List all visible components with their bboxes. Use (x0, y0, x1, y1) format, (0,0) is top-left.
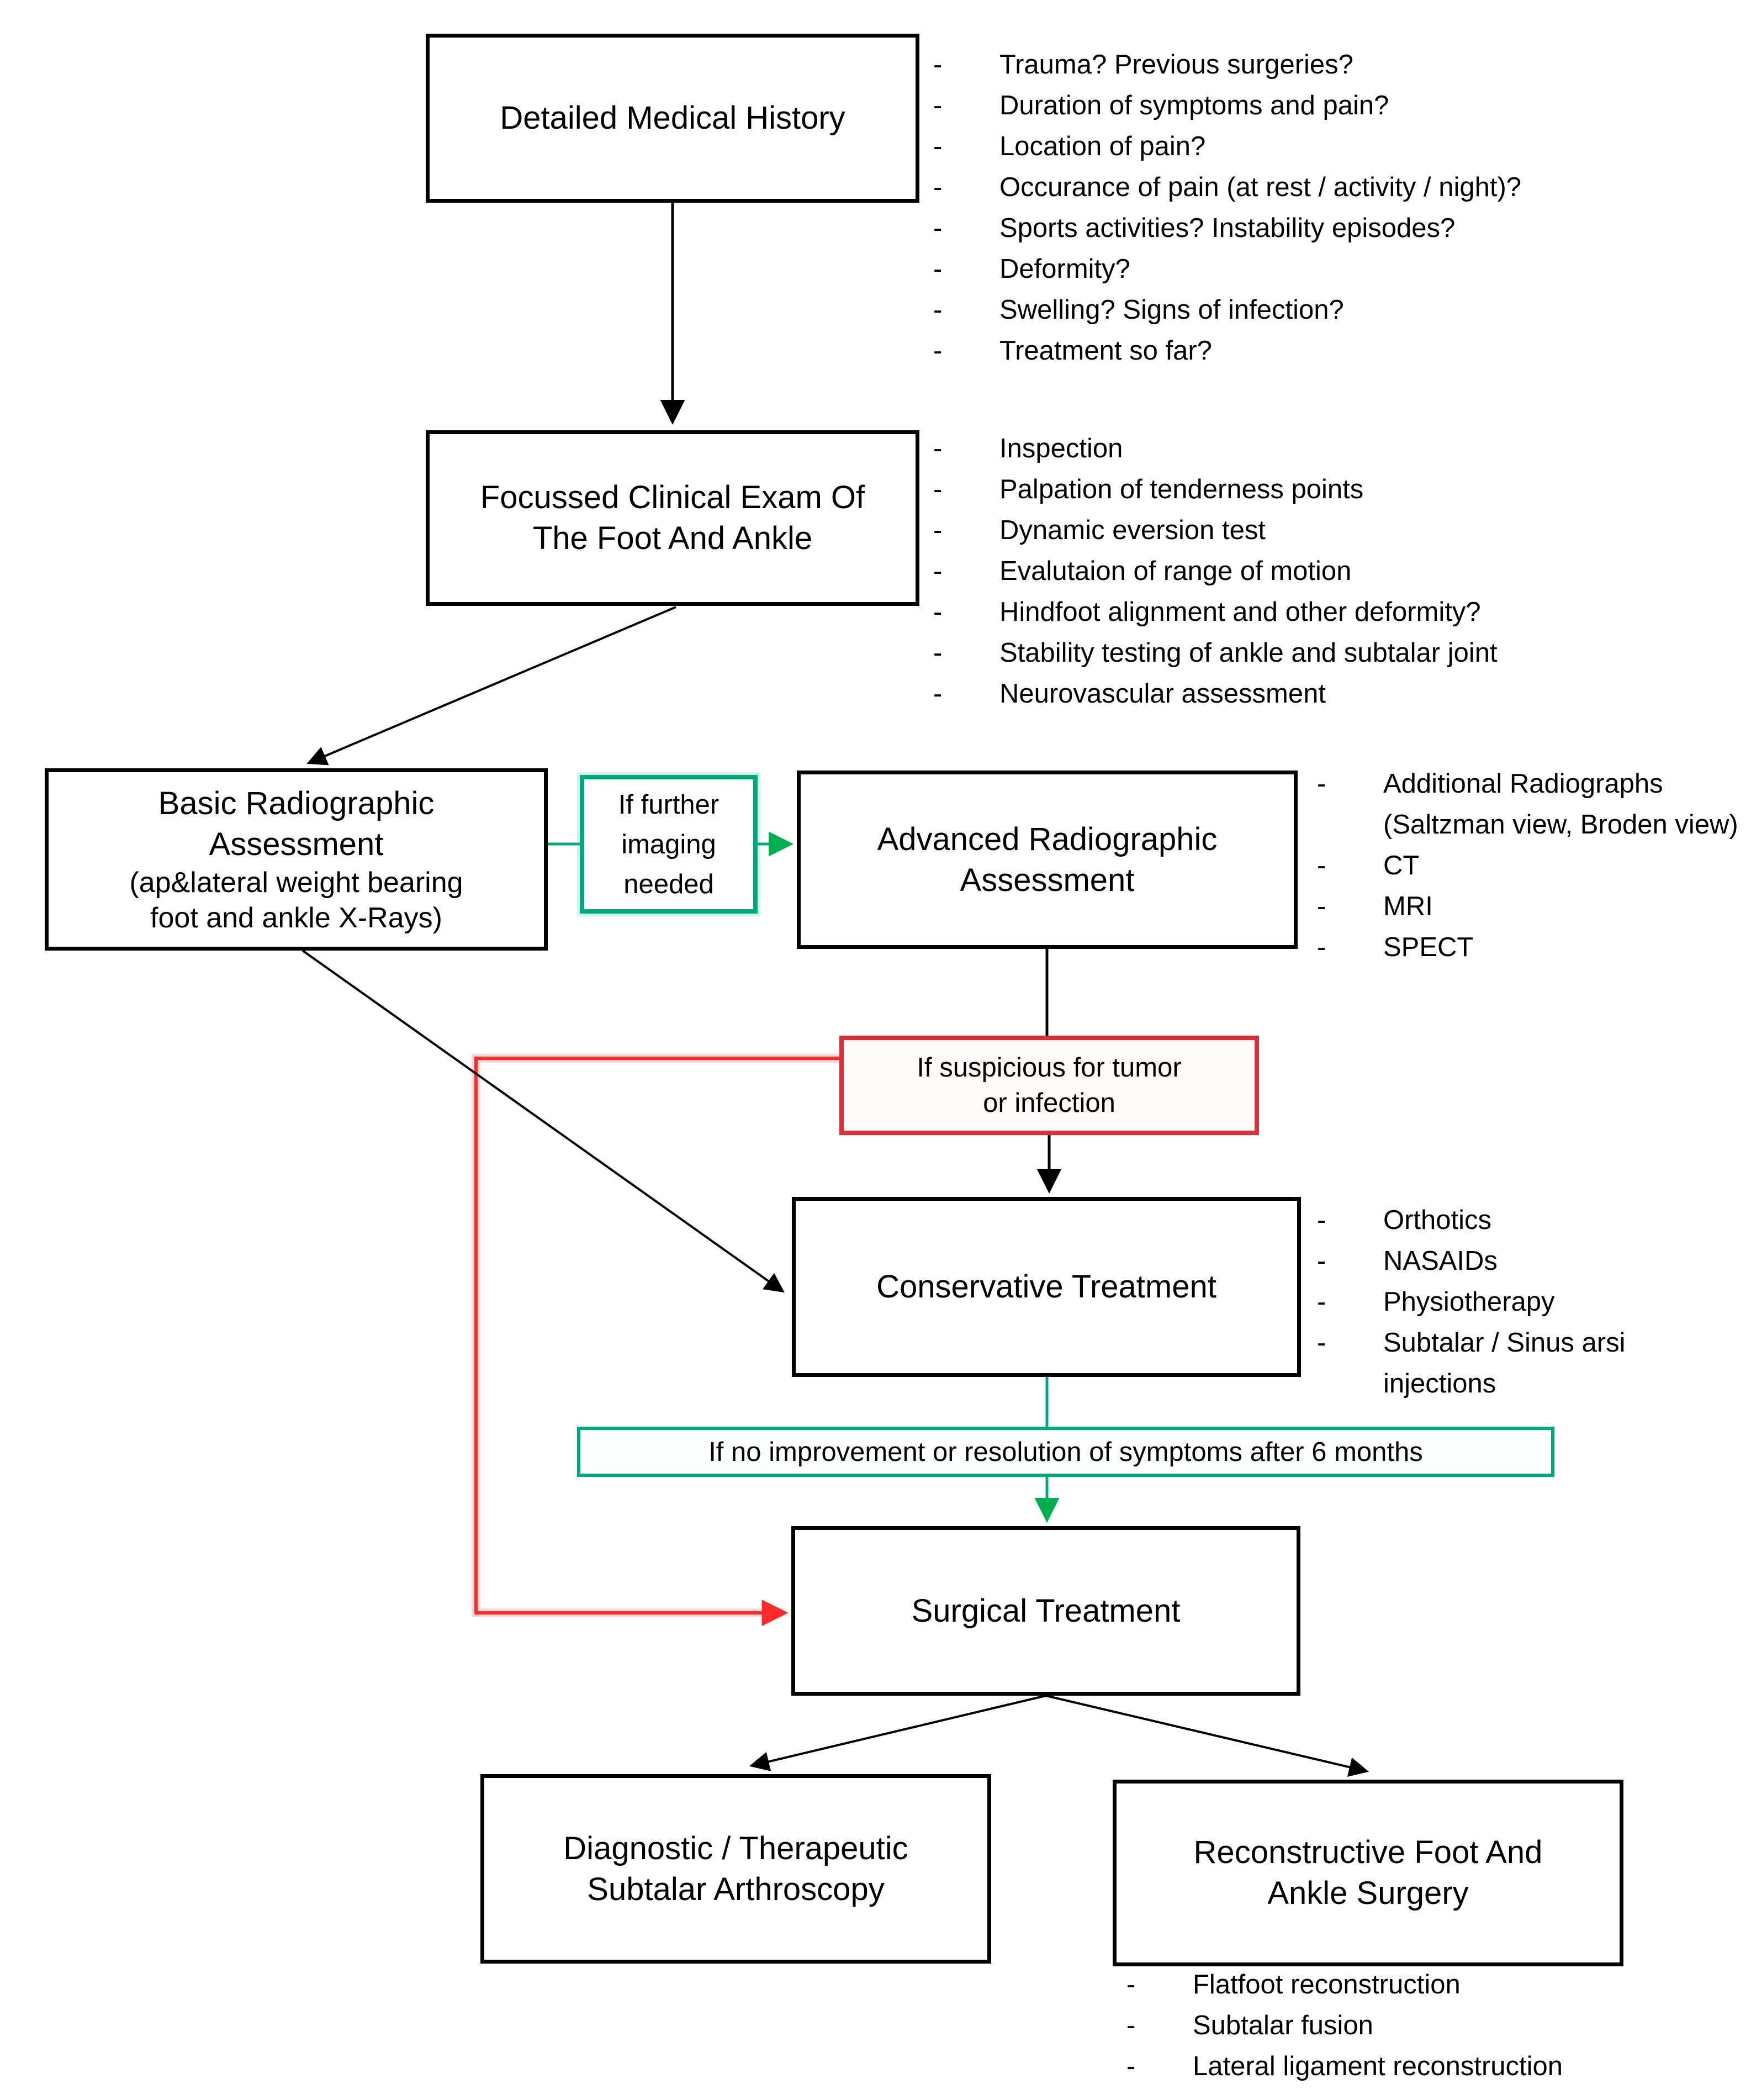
list-item (933, 330, 1706, 371)
list-item (1126, 1964, 1750, 2005)
list-item (1317, 1281, 1742, 1322)
list-item-text: - Hindfoot alignment and other deformity? (999, 597, 1481, 627)
box-subtalar-arthroscopy (480, 1774, 991, 1964)
box-title-line: Basic Radiographic (158, 785, 435, 821)
box-title-line: Diagnostic / Therapeutic (563, 1830, 908, 1866)
list-item-text: - Sports activities? Instability episodes? (999, 213, 1456, 243)
label-line: If suspicious for tumor (917, 1053, 1182, 1083)
box-surgical-treatment (791, 1526, 1300, 1696)
list-item-text: - Additional Radiographs (Saltzman view, Broden view) (1383, 769, 1738, 840)
list-item (933, 632, 1706, 673)
list-item (933, 551, 1706, 592)
label-line: imaging (621, 829, 716, 859)
box-advanced-radiographic-assessment (797, 771, 1298, 949)
list-item-text: - Neurovascular assessment (999, 679, 1326, 709)
list-advanced-imaging (1317, 763, 1742, 968)
list-medical-history (933, 44, 1706, 371)
box-conservative-treatment (792, 1197, 1301, 1377)
box-title-line: Assessment (209, 826, 384, 862)
list-item-text: - NASAIDs (1383, 1246, 1498, 1276)
list-item-text: - Occurance of pain (at rest / activity / night)? (999, 172, 1522, 202)
list-item (933, 673, 1706, 714)
list-item (1126, 2005, 1750, 2046)
list-item (1126, 2046, 1750, 2087)
list-item (1317, 845, 1742, 886)
box-title-line: Assessment (960, 862, 1135, 898)
list-item-text: - MRI (1383, 891, 1433, 921)
list-item (1317, 763, 1742, 845)
box-title: Detailed Medical History (500, 100, 845, 136)
list-item-text: - Deformity? (999, 254, 1130, 284)
list-item-text: - Location of pain? (999, 131, 1206, 161)
box-subtitle-line: foot and ankle X-Rays) (150, 902, 442, 934)
box-title-line: The Foot And Ankle (532, 520, 813, 556)
connector-surgical-to-reconstruction (1046, 1696, 1365, 1771)
label-no-improvement-6-months (577, 1427, 1554, 1477)
label-line: If further (618, 789, 720, 820)
list-item-text: - Physiotherapy (1383, 1287, 1555, 1317)
list-item (933, 167, 1706, 208)
connector-exam-to-basic (310, 607, 676, 762)
list-item-text: - Stability testing of ankle and subtalar joint (999, 638, 1498, 668)
list-item (1317, 1322, 1742, 1404)
list-item (1317, 1241, 1742, 1281)
list-item (933, 510, 1706, 551)
box-title: Conservative Treatment (876, 1269, 1216, 1305)
list-item (1317, 886, 1742, 927)
list-item (933, 85, 1706, 126)
connector-tumor-to-surgical (476, 1058, 839, 1613)
list-item-text: - Palpation of tenderness points (999, 474, 1364, 504)
list-item-text: - Inspection (999, 434, 1123, 463)
list-reconstruction-options (1126, 1964, 1750, 2087)
list-item (933, 469, 1706, 510)
list-item-text: - Lateral ligament reconstruction (1193, 2051, 1563, 2081)
box-title-line: Ankle Surgery (1267, 1875, 1469, 1911)
list-item-text: - Duration of symptoms and pain? (999, 91, 1389, 120)
label-line: or infection (983, 1088, 1115, 1118)
label-if-further-imaging-needed (580, 775, 758, 914)
list-clinical-exam (933, 428, 1706, 714)
list-item (1317, 927, 1742, 968)
box-focussed-clinical-exam (426, 430, 919, 606)
list-item-text: - Flatfoot reconstruction (1193, 1970, 1461, 1999)
list-item-text: - Subtalar / Sinus arsi injections (1383, 1328, 1626, 1399)
list-item-text: - Trauma? Previous surgeries? (999, 50, 1353, 80)
list-item-text: - Orthotics (1383, 1205, 1492, 1235)
box-title-line: Focussed Clinical Exam Of (480, 479, 865, 515)
label-if-suspicious-tumor-infection (839, 1036, 1259, 1135)
connector-tumor-to-surgical-glow (476, 1058, 839, 1613)
list-item (933, 592, 1706, 632)
list-item (933, 249, 1706, 289)
list-item (933, 44, 1706, 85)
list-item (933, 289, 1706, 330)
list-item (1317, 1200, 1742, 1241)
box-title-line: Advanced Radiographic (877, 821, 1218, 857)
list-item-text: - Dynamic eversion test (999, 515, 1266, 545)
box-detailed-medical-history (426, 34, 919, 203)
box-subtitle-line: (ap&lateral weight bearing (129, 867, 463, 899)
label-line: needed (623, 869, 714, 899)
list-item (933, 126, 1706, 167)
box-basic-radiographic-assessment (45, 768, 548, 951)
box-title-line: Subtalar Arthroscopy (587, 1871, 885, 1907)
list-item-text: - Evalutaion of range of motion (999, 556, 1352, 586)
list-conservative-options (1317, 1200, 1742, 1404)
list-item (933, 428, 1706, 469)
connector-surgical-to-arthroscopy (753, 1696, 1046, 1765)
box-reconstructive-surgery (1113, 1780, 1623, 1966)
list-item-text: - SPECT (1383, 932, 1474, 962)
connector-basic-to-conservative (303, 951, 781, 1290)
label-text: If no improvement or resolution of symptoms after 6 months (708, 1437, 1423, 1467)
list-item (933, 208, 1706, 249)
box-title-line: Reconstructive Foot And (1193, 1834, 1543, 1870)
list-item-text: - Subtalar fusion (1193, 2011, 1373, 2040)
list-item-text: - Swelling? Signs of infection? (999, 295, 1344, 325)
list-item-text: - CT (1383, 851, 1420, 880)
list-item-text: - Treatment so far? (999, 336, 1212, 366)
box-title: Surgical Treatment (911, 1592, 1181, 1629)
